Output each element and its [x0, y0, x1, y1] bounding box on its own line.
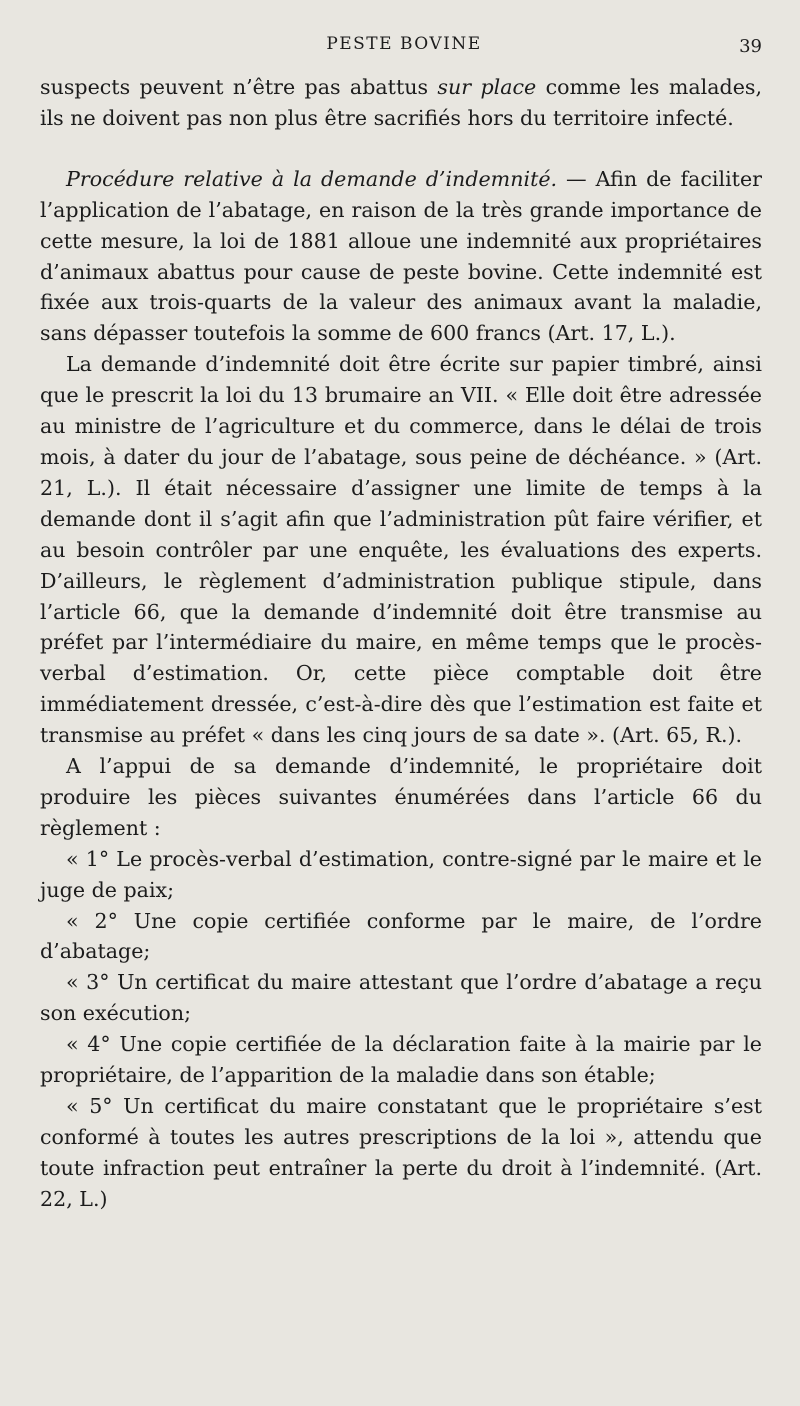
paragraph-procedure: Procédure relative à la demande d’indemnité. — Afin de faciliter l’application de l’abatage, en raison de la très grande importance de cette mesure, la loi de 1881 alloue une indemnité aux propriétaires d’animaux abattus pour cause de peste bovine. Cette indemnité est fixée aux trois-quarts de la valeur des animaux avant la maladie, sans dépasser toutefois la somme de 600 francs (Art. 17, L.).: [40, 166, 762, 346]
list-item-1: « 1° Le procès-verbal d’estimation, contre-signé par le maire et le juge de paix;: [40, 846, 762, 902]
paragraph-continuation: suspects peuvent n’être pas abattus sur place comme les malades, ils ne doivent pas non plus être sacrifiés hors du territoire infecté.: [40, 75, 762, 130]
list-item-4: « 4° Une copie certifiée de la déclaration faite à la mairie par le propriétaire, de l’apparition de la maladie dans son étable;: [40, 1032, 762, 1088]
running-header: [40, 34, 768, 64]
list-item-3: « 3° Un certificat du maire attestant que l’ordre d’abatage a reçu son exécution;: [40, 970, 762, 1026]
list-item-5: « 5° Un certificat du maire constatant que le propriétaire s’est conformé à toutes les autres prescriptions de la loi », attendu que toute infraction peut entraîner la perte du droit à l’indemnité. (Art. 22, L.): [40, 1094, 762, 1211]
section-heading: Procédure relative à la demande d’indemnité.: [66, 166, 558, 191]
paragraph-demande: La demande d’indemnité doit être écrite sur papier timbré, ainsi que le prescrit la loi du 13 brumaire an VII. « Elle doit être adressée au ministre de l’agriculture et du commerce, dans le délai de trois mois, à dater du jour de l’abatage, sous peine de déchéance. » (Art. 21, L.). Il était nécessaire d’assigner une limite de temps à la demande dont il s’agit afin que l’administration pût faire vérifier, et au besoin contrôler par une enquête, les évaluations des experts. D’ailleurs, le règlement d’administration publique stipule, dans l’article 66, que la demande d’indemnité doit être transmise au préfet par l’intermédiaire du maire, en même temps que le procès-verbal d’estimation. Or, cette pièce comptable doit être immédiatement dressée, c’est-à-dire dès que l’estimation est faite et transmise au préfet « dans les cinq jours de sa date ». (Art. 65, R.).: [40, 352, 762, 748]
page-body: [40, 72, 762, 1215]
emphasis-sur-place: sur place: [437, 75, 537, 99]
running-title: PESTE BOVINE: [326, 34, 482, 54]
paragraph-appui: A l’appui de sa demande d’indemnité, le propriétaire doit produire les pièces suivantes énumérées dans l’article 66 du règlement :: [40, 754, 762, 840]
page-number: 39: [739, 36, 762, 57]
list-item-2: « 2° Une copie certifiée conforme par le maire, de l’ordre d’abatage;: [40, 908, 762, 964]
